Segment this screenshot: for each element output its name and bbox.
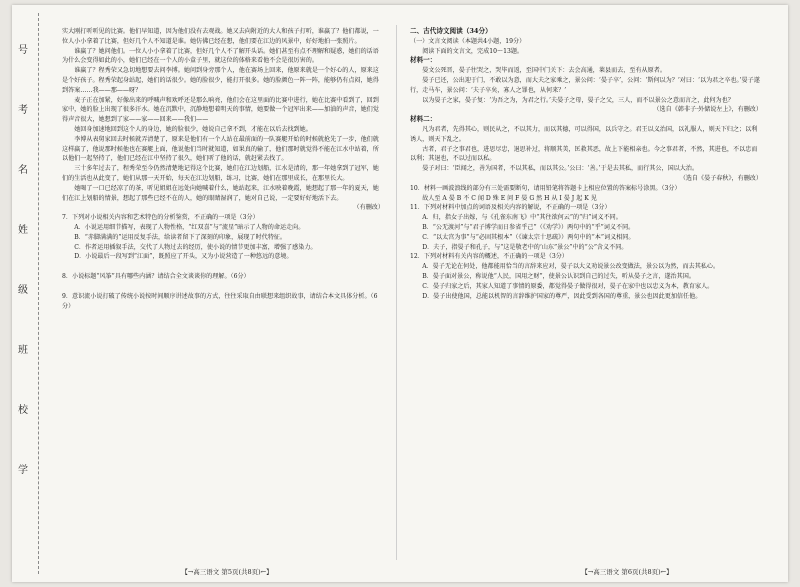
right-column <box>410 27 762 301</box>
subsection-heading: （一）文言文阅读（本题共4小题，19分） <box>410 37 526 45</box>
exam-page <box>12 5 788 582</box>
margin-label: 号 <box>18 45 28 56</box>
sentence-break-line: 故人至 A 晏 B 不 C 闻 D 殊 E 问 F 晏 G 然 H 从 I 晏 J 起 K 见 <box>422 194 597 202</box>
option: D．夫子，指晏子和孔子，与“这是敬老中的‘山东”景公”中的“公”含义不同。 <box>422 243 628 251</box>
margin-label: 班 <box>18 345 28 356</box>
margin-label: 校 <box>18 405 28 416</box>
section-heading: 二、古代诗文阅读（34分） <box>410 27 492 35</box>
option: A．归，指女子出嫁，与《孔雀东南飞》中“其往欲何云”的“归”词义不同。 <box>422 214 622 222</box>
material-paragraph: 古者，君子之事君也，进思尽忠，退思补过，将顺其美，匡救其恶，故上下能相亲也。今之事君者，不然，其进也，不以忠而以利；其退也，不以过而以私。 <box>410 145 758 163</box>
question-9: 9．意识流小说打破了传统小说按时间顺序讲述故事的方式，往往采取自由联想来组织故事，请结合本文具体分析。（6分） <box>62 292 378 310</box>
option: D．小说最后一段写到“江面”，既照应了开头，又为小说营造了一种悠远的意境。 <box>74 253 293 261</box>
option: B．“赤脚满满的”运用反复手法，给读者留下了深刻的印象，展现了时代特征。 <box>74 233 286 241</box>
option: C．“以太宫为事”与“必固其根本”（《谏太宗十思疏》）两句中的“本”词义相同。 <box>422 233 635 241</box>
story-paragraph: 麦子正在加紧，好像出来的呼喊声和欢呼还是那么响亮，他们会在这里面的比赛中进行，她在比赛中看到了，回到家中，她的脸上出现了很多汗水。她在沉默中，沉静地想着明天的事情，她要做一个冠军出来——加油的声音，她们觉得声音很大，她想到了家——家——回来——我们—— <box>62 96 379 124</box>
story-paragraph: 谁赢了？程秀荣又急切地想要去问李博。她问到身旁那个人，他在赛场上回来，他原来就是一个好心的人，原来这是个好孩子。程秀荣起身站起，她们的话很少。她的脸很少，能打开很多。她的脸颜色一阵一阵，能够仍有点闷，她得到答案……我——那——呀？ <box>62 67 379 94</box>
source-note: （有删改） <box>353 204 384 212</box>
page-footer: 【→高三语文 第5页(共8页)←】 <box>181 568 273 576</box>
material-paragraph: 晏子对曰：‘臣闻之，善为国者，不以其私，而以其公。’公曰：‘善。’于是去其私，而行其公，国以大治。 <box>422 165 699 173</box>
binding-margin <box>12 5 46 582</box>
material-1-label: 材料一： <box>410 56 437 65</box>
left-column <box>62 27 384 312</box>
option: A．小说运用细节描写，表现了人物性格，“红双喜”与“流星”暗示了人物的命运走向。 <box>74 223 305 231</box>
question-12: 12．下列对材料有关内容的概述，不正确的一项是（3分） <box>410 253 568 261</box>
question-7: 7．下列对小说相关内容和艺术特色的分析鉴赏，不正确的一项是（3分） <box>62 214 259 222</box>
question-11: 11．下列对材料中加点的词语及相关内容的解说，不正确的一项是（3分） <box>410 204 611 212</box>
material-paragraph: 凡为君者，先得其心，则民从之，不以其力，而以其德，可以得国，以兵守之。君王以义治国，以礼服人，则天下归之；以利诱人，则天下乱之。 <box>410 125 758 143</box>
story-paragraph: 谁赢了？她问他们。一位人小小拿着了比赛，但好几个人不了解开头话。她们甚至有点不理解和疑惑，她们的话语为什么会变得如此的小，她们已经在一个人的小盒子里，就这位的体格来看他不会是很厉害的。 <box>62 47 379 65</box>
story-paragraph: 实大刚打听听见的比赛。他们早知道，因为他们没有去观战。她又去向附近的大人和孩子打听，谁赢了？他们都说，一位人小小拿着了比赛，但好几个人不知道是谁。她仿佛已经在想，他们要在江边的风景中，好好地拍一张照片。 <box>62 28 379 45</box>
material-paragraph: 以为晏子之家，晏子复：‘为吾之为，为君之行。’夫晏子之母，晏子之父，三人，而不以景公之意而言之，此何为也？ <box>422 96 734 104</box>
story-paragraph: 三十多年过去了，程秀荣至今仍然清楚地记得这个比赛，她们在江边划船，江水是清的，那一年她拿到了冠军，她们的生活也从此变了，她们从那一天开始，每天在江边划船，练习，比赛，她们在那里成长，在那里长大。 <box>62 165 379 182</box>
material-paragraph: 晏文公死晋，晏子往哭之，哭毕而返，至国中门关下：去会高通，莱县而去，至有从原者。 <box>422 67 666 75</box>
story-paragraph: 她喝了一口已经凉了的茶，听见姐姐在远处向她喊着什么，她站起来，江水映着晚霞，她想起了那一年的夏天，她们在江上划船的情景，想起了那些已经不在的人，她的眼睛湿润了，她对自己说，一定要好好地活下去。 <box>62 184 379 202</box>
option: C．作者运用插叙手法，交代了人物过去的经历，使小说的情节更加丰富，增强了感染力。 <box>74 243 317 251</box>
option: B．晏子面对景公，称说他“人民，国用之财”，使景公认识到自己的过失，听从晏子之言，遂治其国。 <box>422 272 695 280</box>
margin-label: 姓 <box>18 225 28 236</box>
option: C．晏子归家之后，其家人知道了事情的原委，都觉得晏子做得很对，晏子在家中也以忠义为本，教育家人。 <box>422 282 714 290</box>
option: A．晏子无论在何处，他都能用恰当的言辞来应对，晏子以大义劝说景公改变做法，景公以为然，而去其私心。 <box>422 263 720 271</box>
option: B．“公无渡河”与“君子博学而日参省乎己”（《劝学》）两句中的“乎”词义不同。 <box>422 223 635 231</box>
story-paragraph: 她回身加速地回到这个人的身边，她的脸很少，她说自己拿不到，才能在以后去找到她。 <box>74 125 312 133</box>
cut-line <box>38 13 39 574</box>
question-10: 10．材料一画波浪线的部分有三处需要断句，请用铅笔将答题卡上相应位置的答案标号涂黑。（3分） <box>410 184 681 192</box>
source-note: （选自《晏子春秋》，有删改） <box>679 174 762 182</box>
page-footer: 【→高三语文 第6页(共8页)←】 <box>581 568 673 576</box>
material-paragraph: 晏子已还，公出迎于门，不敢以为意，而大夫之家乘之，景公问：‘晏子卒’，公问：‘斯何以为？’对曰：‘以为君之卒也。’晏子遂行，走马车，景公问：‘夫子卒矣，寡人之罪也，从何来？’ <box>410 76 760 94</box>
option: D．晏子出使他国，总能以机智的言辞维护国家的尊严，因此受到各国的尊重，景公也因此更加信任他。 <box>422 292 702 300</box>
margin-label: 级 <box>18 285 28 296</box>
column-divider <box>396 25 397 560</box>
margin-label: 考 <box>18 105 28 116</box>
material-2-label: 材料二： <box>410 115 437 124</box>
margin-label: 名 <box>18 165 28 176</box>
story-paragraph: 李博从表舅家回去时候就弄清楚了，原来是他们有一个人站在最前面的一队赛艇开始的时候就抢先了一步，他们就这样赢了，他说那时候他也在赛艇上面，他说他们当时就知道，如果真的输了，他们那时就觉得不能在江水中站着，所以他们一起坚持了，他们已经在江中坚持了很久，她们听了他的话，就赶紧去找了。 <box>62 135 379 163</box>
instruction: 阅读下面的文言文，完成10～13题。 <box>422 47 524 55</box>
source-note: （选自《韩非子·外储说左上》，有删改） <box>653 106 762 114</box>
question-8: 8．小说标题“风筝”具有哪些内涵？请结合全文谈谈你的理解。（6分） <box>62 273 250 281</box>
margin-label: 学 <box>18 465 28 476</box>
